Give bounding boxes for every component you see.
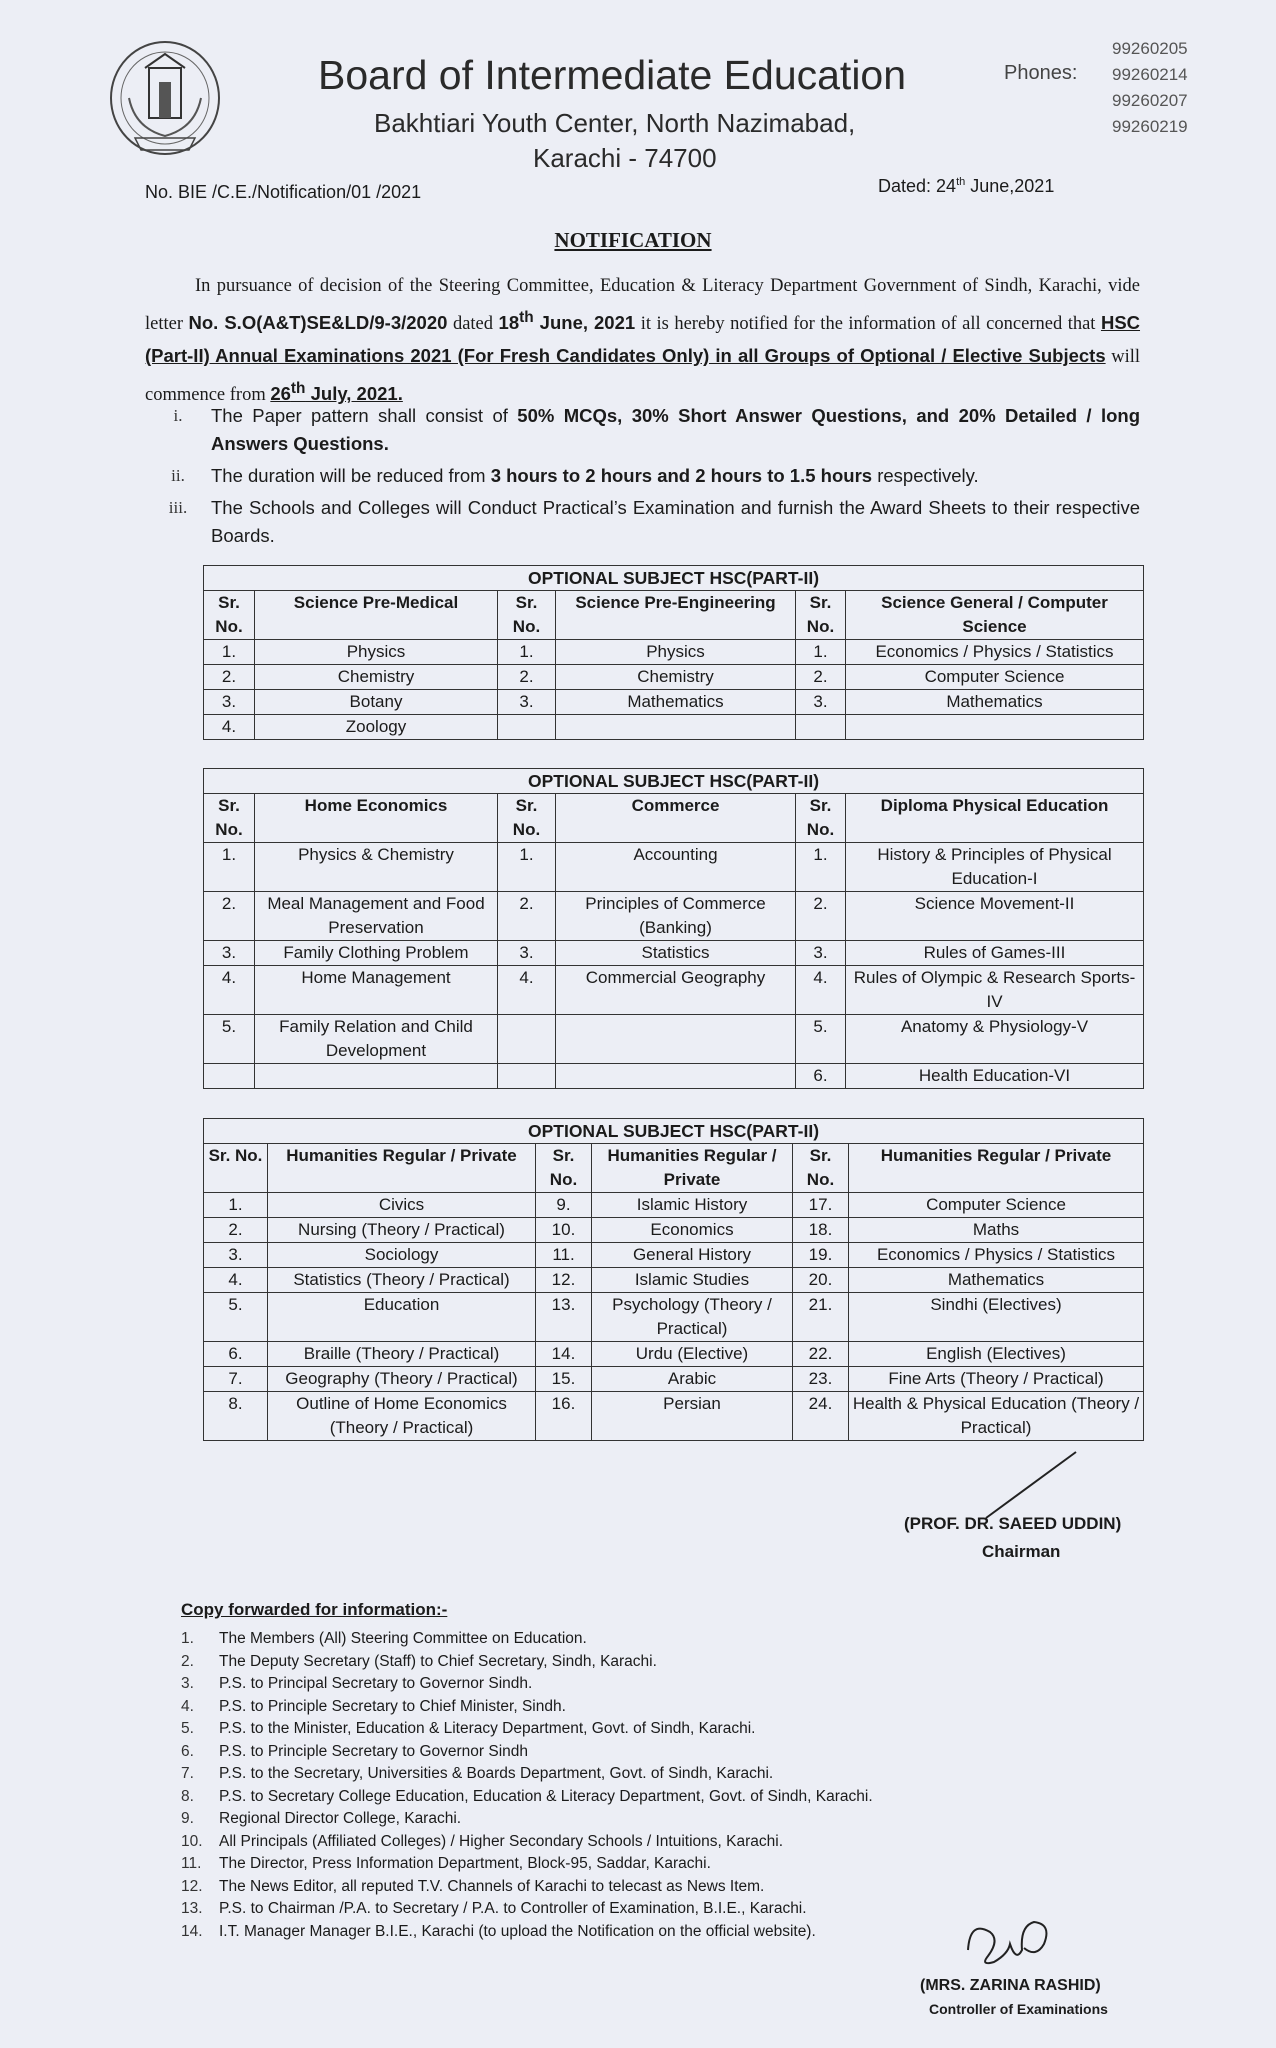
subject-cell: Home Management xyxy=(255,966,498,1015)
list-item xyxy=(181,1898,873,1921)
serial-number-cell: 3. xyxy=(204,941,255,966)
column-header: Sr. No. xyxy=(796,794,846,843)
serial-number-cell: 21. xyxy=(793,1293,849,1342)
subject-cell: Sociology xyxy=(268,1243,536,1268)
serial-number-cell: 16. xyxy=(536,1392,592,1441)
serial-number-cell: 6. xyxy=(204,1342,268,1367)
serial-number-cell: 3. xyxy=(796,690,846,715)
subject-cell: Braille (Theory / Practical) xyxy=(268,1342,536,1367)
serial-number-cell: 2. xyxy=(498,665,556,690)
list-item xyxy=(181,1763,873,1786)
table-caption: OPTIONAL SUBJECT HSC(PART-II) xyxy=(204,566,1144,591)
subject-cell: Meal Management and Food Preservation xyxy=(255,892,498,941)
serial-number-cell: 5. xyxy=(204,1015,255,1064)
subject-cell xyxy=(556,1064,796,1089)
start-date-rest: July, 2021. xyxy=(305,383,403,405)
notification-title: NOTIFICATION xyxy=(554,228,712,252)
list-item-text: P.S. to Principle Secretary to Governor Sindh xyxy=(219,1742,529,1760)
serial-number-cell: 1. xyxy=(796,640,846,665)
list-item xyxy=(181,1628,873,1651)
column-header: Sr. No. xyxy=(498,794,556,843)
controller-signature xyxy=(960,1910,1055,1975)
subject-cell: Computer Science xyxy=(849,1193,1144,1218)
table-row xyxy=(204,715,1144,740)
date-sup: th xyxy=(956,176,966,188)
list-item xyxy=(181,1696,873,1719)
table-header-row xyxy=(204,794,1144,843)
table-caption: OPTIONAL SUBJECT HSC(PART-II) xyxy=(204,769,1144,794)
serial-number-cell: 3. xyxy=(204,690,255,715)
list-item-text: The Director, Press Information Department, Block-95, Saddar, Karachi. xyxy=(219,1855,711,1872)
serial-number-cell: 1. xyxy=(204,640,255,665)
date-prefix: Dated: 24 xyxy=(878,176,957,196)
subject-cell: Accounting xyxy=(556,843,796,892)
list-item-number: 8. xyxy=(181,1787,194,1805)
instruction-post: respectively. xyxy=(872,465,979,486)
serial-number-cell: 4. xyxy=(796,966,846,1015)
list-item-number: 12. xyxy=(181,1877,203,1895)
date-suffix: June,2021 xyxy=(965,176,1055,196)
instruction-item xyxy=(145,462,1140,490)
instruction-item xyxy=(145,402,1140,458)
serial-number-cell xyxy=(796,715,846,740)
serial-number-cell: 11. xyxy=(536,1243,592,1268)
subject-cell: Outline of Home Economics (Theory / Practical) xyxy=(268,1392,536,1441)
table-row xyxy=(204,892,1144,941)
serial-number-cell: 2. xyxy=(204,892,255,941)
serial-number-cell: 2. xyxy=(498,892,556,941)
list-item-number: 3. xyxy=(181,1675,194,1692)
subject-cell: Statistics xyxy=(556,941,796,966)
instruction-text xyxy=(211,462,1140,490)
column-header: Humanities Regular / Private xyxy=(592,1144,793,1193)
table-row xyxy=(204,1218,1144,1243)
subject-cell xyxy=(255,1064,498,1089)
list-item-text: The Deputy Secretary (Staff) to Chief Secretary, Sindh, Karachi. xyxy=(219,1652,657,1670)
table-row xyxy=(204,690,1144,715)
subject-cell: Family Clothing Problem xyxy=(255,941,498,966)
subject-cell: Statistics (Theory / Practical) xyxy=(268,1268,536,1293)
board-address-line2: Karachi - 74700 xyxy=(533,143,717,173)
table-home-commerce-pe-subjects xyxy=(203,768,1144,1089)
serial-number-cell: 15. xyxy=(536,1367,592,1392)
subject-cell: Economics xyxy=(592,1218,793,1243)
list-item-number: 4. xyxy=(181,1697,194,1715)
subject-cell: Psychology (Theory / Practical) xyxy=(592,1293,793,1342)
serial-number-cell: 23. xyxy=(793,1367,849,1392)
serial-number-cell: 24. xyxy=(793,1392,849,1441)
table-row xyxy=(204,1392,1144,1441)
letter-date xyxy=(498,309,636,334)
intro-paragraph xyxy=(145,270,1140,411)
table-row xyxy=(204,640,1144,665)
chairman-title: Chairman xyxy=(982,1542,1061,1561)
list-item xyxy=(181,1876,873,1899)
list-item xyxy=(181,1673,873,1696)
subject-cell: Urdu (Elective) xyxy=(592,1342,793,1367)
start-date-day: 26 xyxy=(270,383,291,405)
subject-cell: Persian xyxy=(592,1392,793,1441)
subject-cell: Physics xyxy=(556,640,796,665)
subject-cell: Sindhi (Electives) xyxy=(849,1293,1144,1342)
list-item-text: The News Editor, all reputed T.V. Channels of Karachi to telecast as News Item. xyxy=(219,1877,765,1895)
list-item xyxy=(181,1786,873,1809)
letter-number: No. S.O(A&T)SE&LD/9-3/2020 xyxy=(188,312,448,334)
list-item-number: 14. xyxy=(181,1922,203,1940)
column-header: Humanities Regular / Private xyxy=(268,1144,536,1193)
phones-label: Phones: xyxy=(1004,62,1078,84)
table-row xyxy=(204,1015,1144,1064)
phone-number: 99260214 xyxy=(1112,65,1188,84)
instruction-text: The Schools and Colleges will Conduct Practical’s Examination and furnish the Award Sheets to their respective Boards. xyxy=(211,497,1140,546)
table-row xyxy=(204,843,1144,892)
serial-number-cell: 19. xyxy=(793,1243,849,1268)
table-body xyxy=(204,843,1144,1089)
list-item-text: P.S. to Principle Secretary to Chief Minister, Sindh. xyxy=(219,1697,566,1715)
list-item-text: P.S. to the Secretary, Universities & Boards Department, Govt. of Sindh, Karachi. xyxy=(219,1765,774,1782)
chairman-name: (PROF. DR. SAEED UDDIN) xyxy=(904,1514,1122,1533)
table-header-row xyxy=(204,1144,1144,1193)
subject-cell: Health Education-VI xyxy=(846,1064,1144,1089)
serial-number-cell: 1. xyxy=(204,843,255,892)
serial-number-cell: 3. xyxy=(498,941,556,966)
serial-number-cell: 6. xyxy=(796,1064,846,1089)
subject-cell: Education xyxy=(268,1293,536,1342)
instruction-item xyxy=(145,494,1140,550)
subject-cell: Mathematics xyxy=(846,690,1144,715)
list-item xyxy=(181,1831,873,1854)
table-row xyxy=(204,1243,1144,1268)
table-body xyxy=(204,1193,1144,1441)
serial-number-cell: 2. xyxy=(796,665,846,690)
list-item-number: 11. xyxy=(181,1855,202,1872)
instruction-bold: 3 hours to 2 hours and 2 hours to 1.5 hours xyxy=(490,465,873,486)
serial-number-cell: 9. xyxy=(536,1193,592,1218)
column-header: Home Economics xyxy=(255,794,498,843)
list-item xyxy=(181,1718,873,1741)
copy-forwarded-heading: Copy forwarded for information:- xyxy=(181,1600,448,1619)
subject-cell xyxy=(556,715,796,740)
subject-cell: Rules of Games-III xyxy=(846,941,1144,966)
serial-number-cell: 4. xyxy=(204,715,255,740)
serial-number-cell: 14. xyxy=(536,1342,592,1367)
table-header-row xyxy=(204,591,1144,640)
intro-text: In pursuance of decision of the Steering Committee, Education & Literacy Department Government of Sindh, Karachi, vide letter xyxy=(145,276,1140,335)
list-item-number: 13. xyxy=(181,1900,203,1917)
table-row xyxy=(204,665,1144,690)
list-item-number: 2. xyxy=(181,1652,194,1670)
serial-number-cell: 3. xyxy=(796,941,846,966)
column-header: Sr. No. xyxy=(536,1144,592,1193)
column-header: Sr. No. xyxy=(498,591,556,640)
serial-number-cell: 2. xyxy=(204,1218,268,1243)
list-item-number: 10. xyxy=(181,1832,203,1850)
serial-number-cell xyxy=(204,1064,255,1089)
column-header: Sr. No. xyxy=(793,1144,849,1193)
serial-number-cell: 18. xyxy=(793,1218,849,1243)
subject-cell: Maths xyxy=(849,1218,1144,1243)
intro-text: will commence from xyxy=(145,347,1140,406)
serial-number-cell xyxy=(498,715,556,740)
serial-number-cell: 4. xyxy=(204,966,255,1015)
serial-number-cell: 1. xyxy=(204,1193,268,1218)
instruction-pre: The Paper pattern shall consist of xyxy=(211,405,518,426)
board-name: Board of Intermediate Education xyxy=(318,52,907,98)
table-row xyxy=(204,941,1144,966)
board-address-line1: Bakhtiari Youth Center, North Nazimabad, xyxy=(374,108,856,138)
subject-cell: Botany xyxy=(255,690,498,715)
subject-cell: General History xyxy=(592,1243,793,1268)
list-item-number: 1. xyxy=(181,1630,194,1647)
serial-number-cell xyxy=(498,1064,556,1089)
serial-number-cell: 1. xyxy=(498,843,556,892)
subject-cell: Fine Arts (Theory / Practical) xyxy=(849,1367,1144,1392)
controller-name: (MRS. ZARINA RASHID) xyxy=(920,1977,1101,1994)
subject-cell: Economics / Physics / Statistics xyxy=(849,1243,1144,1268)
subject-cell: Science Movement-II xyxy=(846,892,1144,941)
list-item xyxy=(181,1853,873,1876)
subject-cell: Islamic Studies xyxy=(592,1268,793,1293)
serial-number-cell: 20. xyxy=(793,1268,849,1293)
subject-cell: Mathematics xyxy=(556,690,796,715)
column-header: Science Pre-Medical xyxy=(255,591,498,640)
serial-number-cell: 13. xyxy=(536,1293,592,1342)
subject-cell: English (Electives) xyxy=(849,1342,1144,1367)
serial-number-cell: 4. xyxy=(204,1268,268,1293)
list-item-text: P.S. to Chairman /P.A. to Secretary / P.A. to Controller of Examination, B.I.E., Karachi. xyxy=(219,1900,807,1917)
table-row xyxy=(204,1064,1144,1089)
list-item-number: 6. xyxy=(181,1742,194,1760)
serial-number-cell: 4. xyxy=(498,966,556,1015)
phones-list xyxy=(1112,36,1188,140)
list-item xyxy=(181,1651,873,1674)
instruction-number: i. xyxy=(173,406,183,425)
list-item xyxy=(181,1741,873,1764)
list-item-text: P.S. to Principal Secretary to Governor Sindh. xyxy=(219,1675,533,1692)
serial-number-cell: 2. xyxy=(796,892,846,941)
list-item-number: 7. xyxy=(181,1765,194,1782)
list-item-text: All Principals (Affiliated Colleges) / Higher Secondary Schools / Intuitions, Karachi. xyxy=(219,1832,784,1850)
subject-cell: Computer Science xyxy=(846,665,1144,690)
subject-cell: Anatomy & Physiology-V xyxy=(846,1015,1144,1064)
table-row xyxy=(204,1342,1144,1367)
table-science-subjects xyxy=(203,565,1144,740)
reference-number: No. BIE /C.E./Notification/01 /2021 xyxy=(145,182,422,202)
serial-number-cell: 2. xyxy=(204,665,255,690)
list-item xyxy=(181,1808,873,1831)
list-item-number: 9. xyxy=(181,1810,194,1827)
subject-cell: Chemistry xyxy=(255,665,498,690)
subject-cell: Mathematics xyxy=(849,1268,1144,1293)
serial-number-cell: 5. xyxy=(796,1015,846,1064)
instruction-number: ii. xyxy=(171,466,185,485)
table-caption: OPTIONAL SUBJECT HSC(PART-II) xyxy=(204,1119,1144,1144)
serial-number-cell: 1. xyxy=(796,843,846,892)
subject-cell: Civics xyxy=(268,1193,536,1218)
subject-cell: Zoology xyxy=(255,715,498,740)
subject-cell: Nursing (Theory / Practical) xyxy=(268,1218,536,1243)
serial-number-cell: 1. xyxy=(498,640,556,665)
list-item xyxy=(181,1921,873,1944)
subject-cell: Health & Physical Education (Theory / Practical) xyxy=(849,1392,1144,1441)
phone-number: 99260207 xyxy=(1112,91,1188,110)
instruction-text xyxy=(211,402,1140,458)
subject-cell: History & Principles of Physical Education-I xyxy=(846,843,1144,892)
list-item-text: The Members (All) Steering Committee on Education. xyxy=(219,1630,587,1647)
instructions-list xyxy=(145,402,1140,554)
intro-text: dated xyxy=(447,314,499,335)
subject-cell: Physics & Chemistry xyxy=(255,843,498,892)
board-seal-logo xyxy=(105,38,225,168)
serial-number-cell xyxy=(498,1015,556,1064)
subject-cell: Principles of Commerce (Banking) xyxy=(556,892,796,941)
phone-number: 99260219 xyxy=(1112,117,1188,136)
table-row xyxy=(204,1293,1144,1342)
column-header: Science Pre-Engineering xyxy=(556,591,796,640)
table-row xyxy=(204,1268,1144,1293)
subject-cell: Physics xyxy=(255,640,498,665)
instruction-pre: The duration will be reduced from xyxy=(211,465,491,486)
serial-number-cell: 8. xyxy=(204,1392,268,1441)
table-row xyxy=(204,966,1144,1015)
list-item-text: Regional Director College, Karachi. xyxy=(219,1810,462,1827)
serial-number-cell: 3. xyxy=(204,1243,268,1268)
table-humanities-subjects xyxy=(203,1118,1144,1441)
serial-number-cell: 10. xyxy=(536,1218,592,1243)
subject-cell: Geography (Theory / Practical) xyxy=(268,1367,536,1392)
subject-cell xyxy=(846,715,1144,740)
column-header: Humanities Regular / Private xyxy=(849,1144,1144,1193)
subject-cell: Family Relation and Child Development xyxy=(255,1015,498,1064)
letter-date-rest: June, 2021 xyxy=(533,312,636,334)
serial-number-cell: 5. xyxy=(204,1293,268,1342)
instruction-number: iii. xyxy=(168,498,188,517)
subject-cell: Commercial Geography xyxy=(556,966,796,1015)
intro-text: it is hereby notified for the information of all concerned that xyxy=(635,314,1101,335)
serial-number-cell: 7. xyxy=(204,1367,268,1392)
serial-number-cell: 12. xyxy=(536,1268,592,1293)
column-header: Sr. No. xyxy=(204,794,255,843)
subject-cell: Arabic xyxy=(592,1367,793,1392)
phone-number: 99260205 xyxy=(1112,39,1188,58)
table-row xyxy=(204,1193,1144,1218)
list-item-number: 5. xyxy=(181,1720,194,1737)
column-header: Sr. No. xyxy=(796,591,846,640)
date-line xyxy=(878,176,1054,197)
serial-number-cell: 22. xyxy=(793,1342,849,1367)
copy-forwarded-list xyxy=(181,1628,873,1943)
table-body xyxy=(204,640,1144,740)
column-header: Sr. No. xyxy=(204,591,255,640)
start-date-sup: th xyxy=(290,380,306,398)
serial-number-cell: 17. xyxy=(793,1193,849,1218)
subject-cell: Chemistry xyxy=(556,665,796,690)
table-row xyxy=(204,1367,1144,1392)
list-item-text: P.S. to Secretary College Education, Education & Literacy Department, Govt. of Sindh, Karachi. xyxy=(219,1787,873,1805)
column-header: Sr. No. xyxy=(204,1144,268,1193)
column-header: Science General / Computer Science xyxy=(846,591,1144,640)
column-header: Diploma Physical Education xyxy=(846,794,1144,843)
list-item-text: I.T. Manager Manager B.I.E., Karachi (to upload the Notification on the official website). xyxy=(219,1922,816,1940)
instruction-bold: 50% MCQs, 30% Short Answer Questions, and 20% Detailed / long Answers Questions. xyxy=(211,405,1140,454)
column-header: Commerce xyxy=(556,794,796,843)
controller-title: Controller of Examinations xyxy=(929,2001,1108,2017)
subject-cell: Economics / Physics / Statistics xyxy=(846,640,1144,665)
subject-cell: Islamic History xyxy=(592,1193,793,1218)
list-item-text: P.S. to the Minister, Education & Literacy Department, Govt. of Sindh, Karachi. xyxy=(219,1720,756,1737)
letter-date-day: 18 xyxy=(498,312,520,334)
serial-number-cell: 3. xyxy=(498,690,556,715)
letter-date-sup: th xyxy=(519,309,534,326)
subject-cell xyxy=(556,1015,796,1064)
exam-name: HSC (Part-II) Annual Examinations 2021 (For Fresh Candidates Only) in all Groups of Optional / Elective Subjects xyxy=(145,312,1141,367)
subject-cell: Rules of Olympic & Research Sports-IV xyxy=(846,966,1144,1015)
